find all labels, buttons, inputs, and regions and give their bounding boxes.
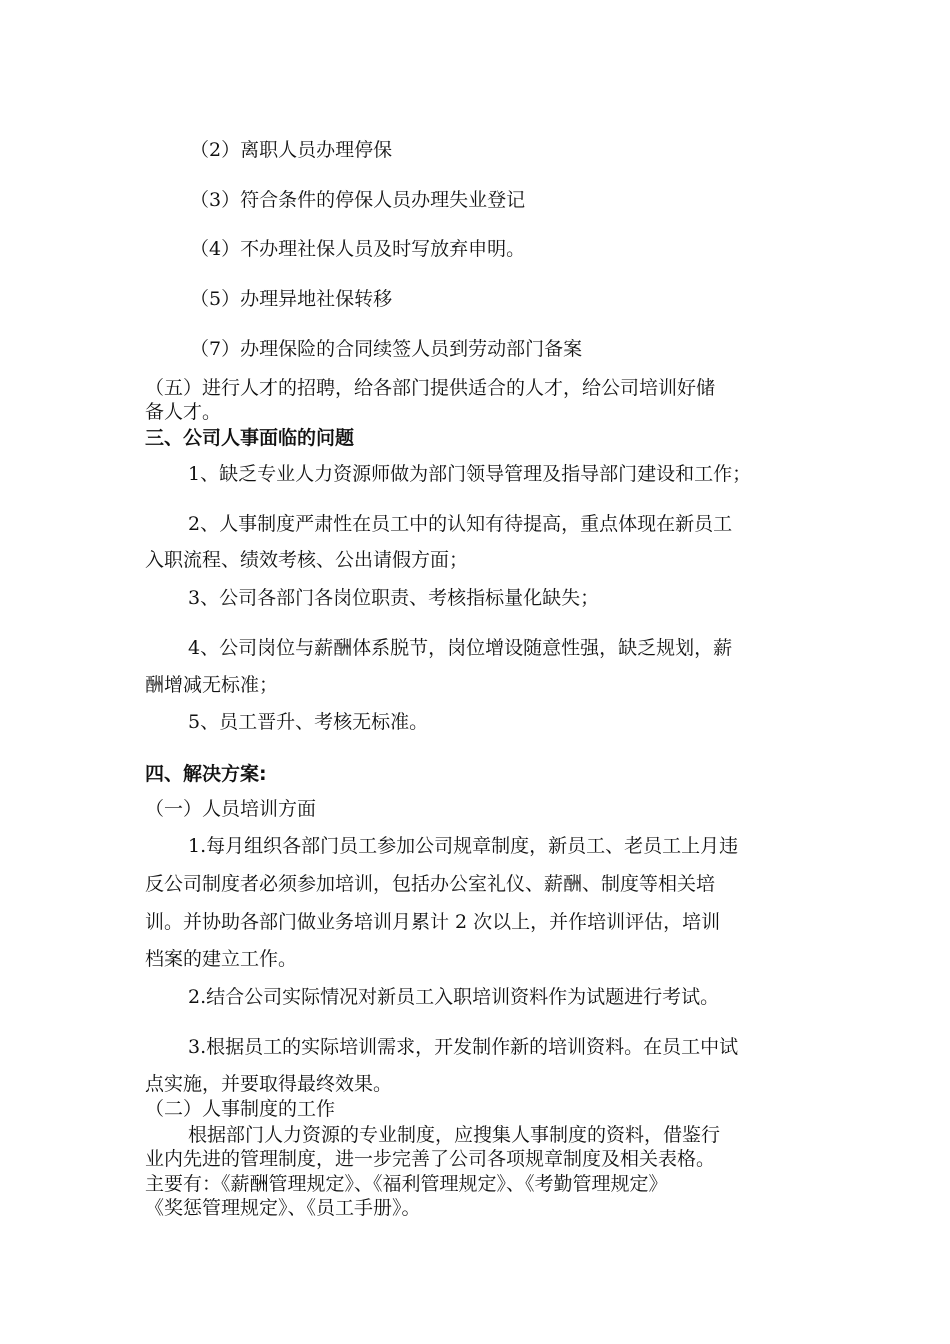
text-line: （7）办理保险的合同续签人员到劳动部门备案 xyxy=(190,338,583,360)
text-line: 入职流程、绩效考核、公出请假方面； xyxy=(145,549,469,571)
text-line: （5）办理异地社保转移 xyxy=(190,288,393,310)
text-line: 反公司制度者必须参加培训，包括办公室礼仪、薪酬、制度等相关培 xyxy=(145,873,716,895)
text-line: （3）符合条件的停保人员办理失业登记 xyxy=(190,189,526,211)
text-line: 根据部门人力资源的专业制度，应搜集人事制度的资料，借鉴行 xyxy=(188,1124,721,1146)
text-line: 5、员工晋升、考核无标准。 xyxy=(188,711,429,733)
text-line: 2.结合公司实际情况对新员工入职培训资料作为试题进行考试。 xyxy=(188,986,720,1008)
text-line: 酬增减无标准； xyxy=(145,674,279,696)
text-line: 《奖惩管理规定》、《员工手册》。 xyxy=(145,1197,421,1219)
section-heading: 四、解决方案: xyxy=(145,763,267,785)
text-line: 主要有：《薪酬管理规定》、《福利管理规定》、《考勤管理规定》 xyxy=(145,1173,668,1195)
text-line: 业内先进的管理制度，进一步完善了公司各项规章制度及相关表格。 xyxy=(145,1148,716,1170)
text-line: 档案的建立工作。 xyxy=(145,948,298,970)
text-line: 备人才。 xyxy=(145,401,222,423)
text-line: 点实施，并要取得最终效果。 xyxy=(145,1073,393,1095)
text-line: 1.每月组织各部门员工参加公司规章制度，新员工、老员工上月违 xyxy=(188,835,739,857)
section-heading: 三、公司人事面临的问题 xyxy=(145,427,355,449)
text-line: （五）进行人才的招聘，给各部门提供适合的人才，给公司培训好储 xyxy=(145,377,716,399)
text-line: 4、公司岗位与薪酬体系脱节，岗位增设随意性强，缺乏规划，薪 xyxy=(188,637,733,659)
text-line: 3.根据员工的实际培训需求，开发制作新的培训资料。在员工中试 xyxy=(188,1036,739,1058)
text-line: （4）不办理社保人员及时写放弃申明。 xyxy=(190,238,526,260)
text-line: 1、缺乏专业人力资源师做为部门领导管理及指导部门建设和工作； xyxy=(188,463,752,485)
text-line: 2、人事制度严肃性在员工中的认知有待提高，重点体现在新员工 xyxy=(188,513,733,535)
subsection-heading: （二）人事制度的工作 xyxy=(145,1098,336,1120)
subsection-heading: （一）人员培训方面 xyxy=(145,798,317,820)
text-line: 训。并协助各部门做业务培训月累计 2 次以上，并作培训评估，培训 xyxy=(145,911,721,933)
text-line: （2）离职人员办理停保 xyxy=(190,139,393,161)
text-line: 3、公司各部门各岗位职责、考核指标量化缺失； xyxy=(188,587,600,609)
